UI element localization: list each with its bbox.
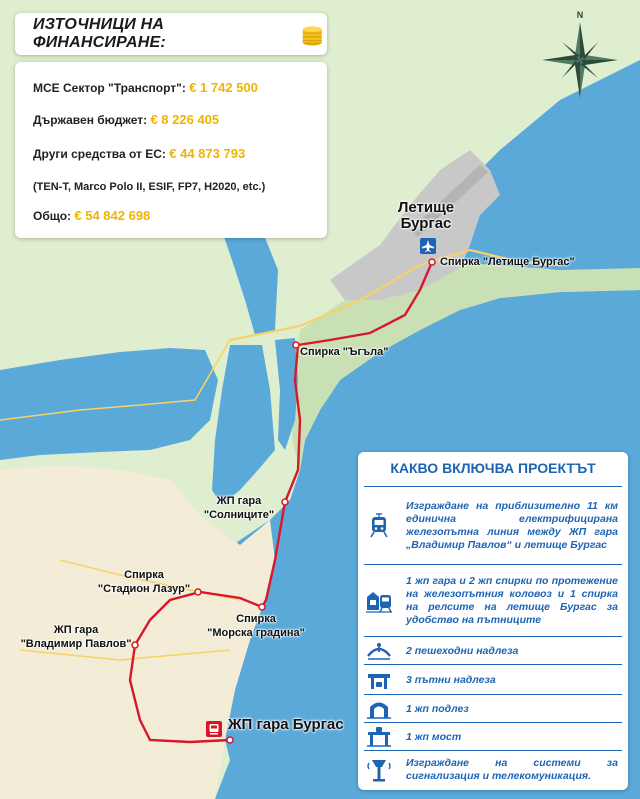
signal-icon <box>366 757 392 783</box>
stop-morska-dot <box>259 604 265 610</box>
road-overpass-icon <box>366 669 392 691</box>
stop-airport-label: Спирка "Летище Бургас" <box>440 256 575 268</box>
funding-row <box>33 146 245 161</box>
rail-bridge-icon <box>366 726 392 748</box>
station-solnitsite-label: ЖП гара "Солниците" <box>203 495 275 521</box>
compass-north-label: N <box>576 10 584 20</box>
railway-station-icon <box>206 721 222 737</box>
project-item-text: 1 жп гара и 2 жп спирки по протежение на железопътния коловоз и 1 спирка на релсите на летище Бургас за удобство на пътниците <box>406 575 618 626</box>
funding-label: Други средства от ЕС: <box>33 147 170 161</box>
funding-label: Държавен бюджет: <box>33 113 151 127</box>
funding-label: (TEN-T, Marco Polo II, ESIF, FP7, H2020, etc.) <box>33 181 266 193</box>
funding-row <box>33 178 265 193</box>
project-item-text: 2 пешеходни надлеза <box>406 644 519 657</box>
stop-morska-label: Спирка "Морска градина" <box>207 613 305 639</box>
funding-title-bar <box>15 13 327 55</box>
stop-yagula-dot <box>293 342 299 348</box>
funding-row <box>33 112 219 127</box>
project-item-text: 1 жп мост <box>406 730 462 743</box>
project-item <box>364 750 622 789</box>
airport-label: Летище Бургас <box>397 199 455 232</box>
station-vladimir-label: ЖП гара "Владимир Павлов" <box>20 624 132 650</box>
project-panel <box>358 452 628 790</box>
stop-stadion-label: Спирка "Стадион Лазур" <box>97 569 191 595</box>
project-item-text: Изграждане на приблизително 11 км единична електрифицирана железопътна линия между ЖП гара „Владимир Павлов“ и летище Бургас <box>406 500 618 551</box>
station-solnitsite-dot <box>282 499 288 505</box>
station-burgas-dot <box>227 737 233 743</box>
project-item <box>364 722 622 751</box>
tram-icon <box>366 513 392 539</box>
project-item <box>364 636 622 665</box>
funding-title: ИЗТОЧНИЦИ НА ФИНАНСИРАНЕ: <box>33 16 166 51</box>
funding-panel <box>15 62 327 238</box>
project-item-text: Изграждане на системи за сигнализация и телекомуникация. <box>406 757 618 782</box>
funding-label: Общо: <box>33 209 75 223</box>
stop-yagula-label: Спирка "Ъгъла" <box>300 346 389 358</box>
funding-row <box>33 80 258 95</box>
coins-icon <box>298 21 327 47</box>
project-item <box>364 664 622 695</box>
project-item <box>364 564 622 637</box>
funding-value: € 44 873 793 <box>169 146 246 161</box>
funding-value: € 1 742 500 <box>189 80 258 95</box>
project-item-text: 1 жп подлез <box>406 702 469 715</box>
funding-label: МСЕ Сектор "Транспорт": <box>33 81 190 95</box>
station-burgas-label: ЖП гара Бургас <box>228 716 344 733</box>
funding-row <box>33 208 150 223</box>
airplane-icon <box>420 238 436 254</box>
project-item-text: 3 пътни надлеза <box>406 673 496 686</box>
funding-value: € 8 226 405 <box>150 112 220 127</box>
funding-value: € 54 842 698 <box>74 208 151 223</box>
stop-airport-dot <box>429 259 435 265</box>
footbridge-icon <box>366 640 392 662</box>
project-item <box>364 486 622 565</box>
underpass-icon <box>366 698 392 720</box>
project-item <box>364 694 622 723</box>
station-icon <box>365 588 393 614</box>
project-title: КАКВО ВКЛЮЧВА ПРОЕКТЪТ <box>390 460 596 476</box>
station-vladimir-dot <box>132 642 138 648</box>
